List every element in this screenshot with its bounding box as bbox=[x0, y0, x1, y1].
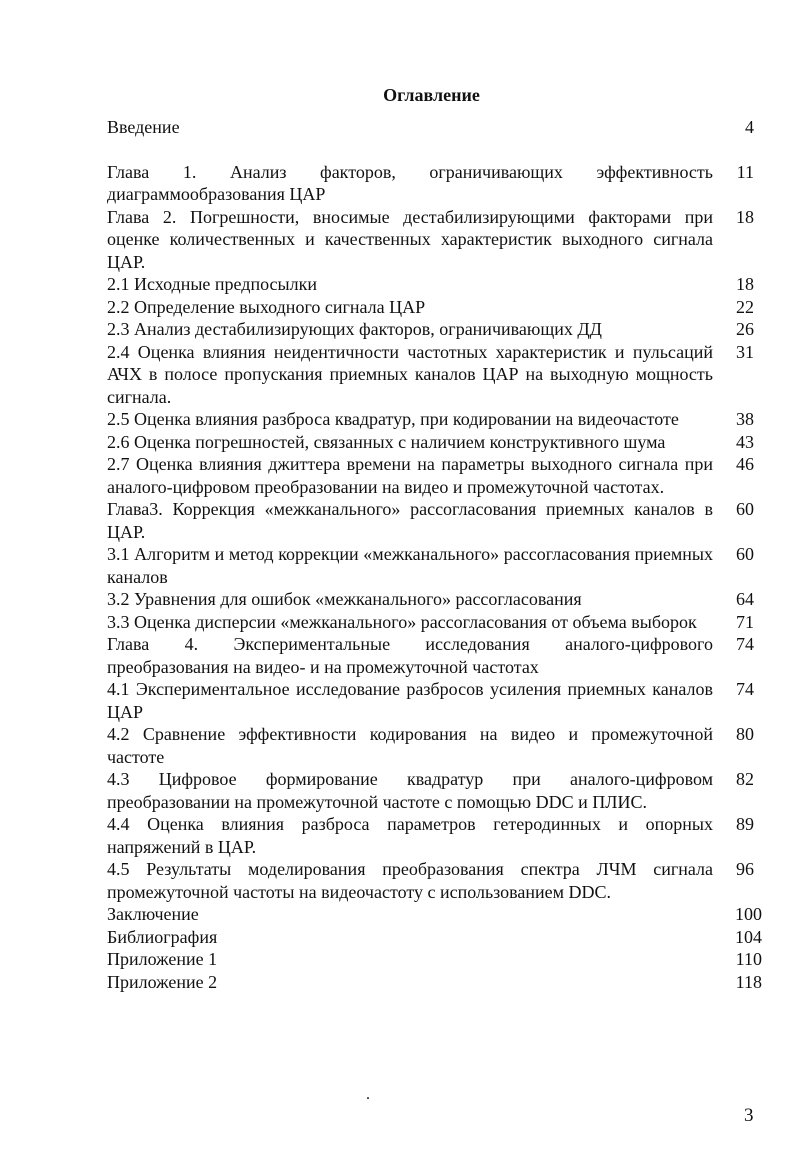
toc-entry-page: 96 bbox=[736, 859, 754, 879]
toc-entry-text: 4.5 Результаты моделирования преобразования спектра ЛЧМ сигнала промежуточной частоты на видеочастоту с использованием DDC. bbox=[107, 859, 713, 902]
toc-entry-text: 2.6 Оценка погрешностей, связанных с наличием конструктивного шума bbox=[107, 431, 666, 452]
toc-entry-2-7 bbox=[107, 453, 762, 498]
toc-entry-text: Глава 4. Экспериментальные исследования аналого-цифрового преобразования на видео- и на промежуточной частотах bbox=[107, 634, 713, 677]
toc-entry-chapter-2 bbox=[107, 206, 762, 274]
toc-entry-text: 2.1 Исходные предпосылки bbox=[107, 274, 317, 294]
footer-dot: . bbox=[366, 1086, 370, 1103]
toc-entry-page: 100 bbox=[735, 904, 762, 924]
toc-entry-4-4 bbox=[107, 813, 762, 858]
toc-entry-page: 60 bbox=[736, 544, 754, 564]
toc-entry-introduction bbox=[107, 116, 762, 139]
toc-entry-text: 4.2 Сравнение эффективности кодирования на видео и промежуточной частоте bbox=[107, 724, 713, 767]
toc-entry-text: 4.3 Цифровое формирование квадратур при аналого-цифровом преобразовании на промежуточной частоте с помощью DDC и ПЛИС. bbox=[107, 769, 713, 812]
toc-entry-page: 31 bbox=[736, 341, 754, 362]
toc-entry-text: 3.2 Уравнения для ошибок «межканального» рассогласования bbox=[107, 589, 582, 609]
toc-entry-2-1 bbox=[107, 273, 762, 296]
toc-entry-page: 18 bbox=[736, 274, 754, 294]
toc-entry-2-3 bbox=[107, 318, 762, 341]
toc-entry-text: 2.5 Оценка влияния разброса квадратур, при кодировании на видеочастоте bbox=[107, 409, 679, 429]
toc-entry-text: 3.3 Оценка дисперсии «межканального» рассогласования от объема выборок bbox=[107, 611, 697, 632]
toc-entry-page: 43 bbox=[736, 431, 754, 452]
toc-entry-2-4 bbox=[107, 341, 762, 409]
toc-entry-text: 4.4 Оценка влияния разброса параметров гетеродинных и опорных напряжений в ЦАР. bbox=[107, 814, 713, 857]
toc-entry-page: 64 bbox=[736, 589, 754, 609]
toc-entry-page: 26 bbox=[736, 319, 754, 339]
toc-entry-text: 3.1 Алгоритм и метод коррекции «межканального» рассогласования приемных каналов bbox=[107, 544, 713, 587]
toc-entry-page: 60 bbox=[736, 499, 754, 519]
toc-entry-text: 2.4 Оценка влияния неидентичности частотных характеристик и пульсаций АЧХ в полосе пропускания приемных каналов ЦАР на выходную мощность сигнала. bbox=[107, 341, 713, 407]
toc-entry-chapter-3 bbox=[107, 498, 762, 543]
toc-entry-text: Глава 1. Анализ факторов, ограничивающих эффективность диаграммообразования ЦАР bbox=[107, 161, 713, 204]
toc-entry-page: 110 bbox=[735, 949, 762, 969]
toc-entry-page: 118 bbox=[735, 971, 762, 992]
toc-entry-text: Приложение 1 bbox=[107, 949, 218, 969]
toc-entry-4-3 bbox=[107, 768, 762, 813]
toc-entry-page: 71 bbox=[736, 611, 754, 632]
toc-entry-bibliography bbox=[107, 926, 762, 949]
toc-entry-text: 2.7 Оценка влияния джиттера времени на параметры выходного сигнала при аналого-цифровом преобразовании на видео и промежуточной частотах. bbox=[107, 454, 713, 497]
toc-entry-page: 4 bbox=[745, 117, 754, 137]
page-title: Оглавление bbox=[383, 85, 480, 105]
toc-entry-page: 82 bbox=[736, 769, 754, 789]
table-of-contents bbox=[107, 116, 762, 993]
toc-entry-page: 11 bbox=[736, 161, 754, 182]
toc-entry-appendix-1 bbox=[107, 948, 762, 971]
toc-entry-3-1 bbox=[107, 543, 762, 588]
toc-entry-page: 74 bbox=[736, 634, 754, 654]
toc-entry-text: 2.3 Анализ дестабилизирующих факторов, ограничивающих ДД bbox=[107, 319, 602, 339]
toc-entry-2-2 bbox=[107, 296, 762, 319]
toc-entry-page: 22 bbox=[736, 296, 754, 317]
toc-entry-page: 38 bbox=[736, 409, 754, 429]
toc-entry-2-5 bbox=[107, 408, 762, 431]
toc-entry-4-5 bbox=[107, 858, 762, 903]
toc-entry-page: 46 bbox=[736, 454, 754, 474]
toc-entry-page: 89 bbox=[736, 814, 754, 834]
toc-entry-page: 18 bbox=[736, 206, 754, 227]
toc-entry-text: 2.2 Определение выходного сигнала ЦАР bbox=[107, 296, 426, 317]
page-number: 3 bbox=[744, 1105, 754, 1126]
toc-entry-text: Глава3. Коррекция «межканального» рассогласования приемных каналов в ЦАР. bbox=[107, 499, 713, 542]
toc-entry-page: 74 bbox=[736, 679, 754, 699]
toc-entry-chapter-4 bbox=[107, 633, 762, 678]
toc-entry-chapter-1 bbox=[107, 161, 762, 206]
toc-entry-2-6 bbox=[107, 431, 762, 454]
toc-entry-appendix-2 bbox=[107, 971, 762, 994]
toc-entry-text: Библиография bbox=[107, 926, 218, 947]
toc-entry-text: Заключение bbox=[107, 904, 199, 924]
toc-entry-4-2 bbox=[107, 723, 762, 768]
toc-entry-page: 80 bbox=[736, 724, 754, 744]
toc-entry-text: Введение bbox=[107, 117, 180, 137]
toc-entry-text: 4.1 Экспериментальное исследование разбросов усиления приемных каналов ЦАР bbox=[107, 679, 713, 722]
toc-entry-3-2 bbox=[107, 588, 762, 611]
toc-entry-4-1 bbox=[107, 678, 762, 723]
toc-entry-page: 104 bbox=[735, 926, 762, 947]
toc-entry-conclusion bbox=[107, 903, 762, 926]
toc-entry-text: Приложение 2 bbox=[107, 971, 218, 992]
toc-entry-text: Глава 2. Погрешности, вносимые дестабилизирующими факторами при оценке количественных и качественных характеристик выходного сигнала ЦАР. bbox=[107, 206, 713, 272]
toc-entry-3-3 bbox=[107, 611, 762, 634]
